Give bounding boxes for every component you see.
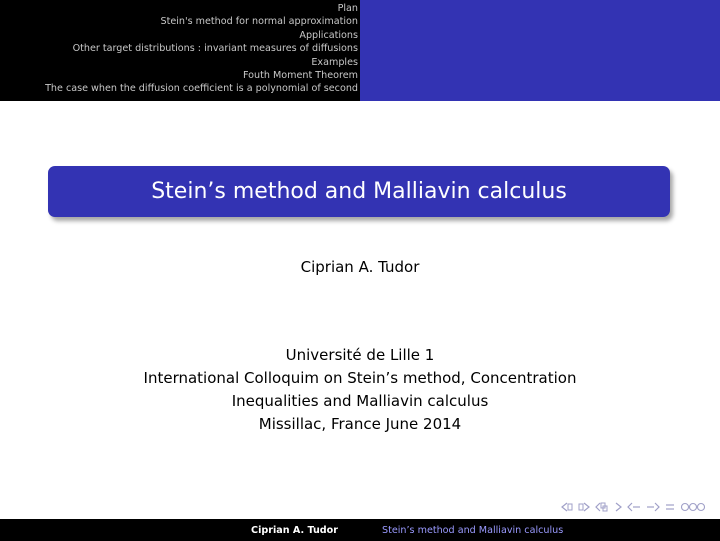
institute-block [0,344,720,436]
nav-section-fourth-moment[interactable]: Fouth Moment Theorem [243,70,358,82]
institute-line: International Colloquim on Stein’s method, Concentration [143,369,577,387]
footer-bar [0,519,720,541]
footer-title-panel [360,519,720,541]
section-navigation [0,0,360,101]
nav-section-examples[interactable]: Examples [311,56,358,68]
footer-title: Stein’s method and Malliavin calculus [382,524,564,536]
section-forward-icon[interactable] [646,502,660,515]
institute-line: Université de Lille 1 [285,346,435,364]
section-back-icon[interactable] [627,502,641,515]
institute-line: Inequalities and Malliavin calculus [231,392,489,410]
nav-section-other-targets[interactable]: Other target distributions : invariant measures of diffusions [72,43,358,55]
beamer-navigation-controls [561,502,706,515]
search-icon[interactable] [665,502,675,515]
footer-author: Ciprian A. Tudor [251,524,338,536]
section-list [2,2,358,96]
subsection-forward-icon[interactable] [614,502,622,515]
frame-forward-icon[interactable] [578,502,590,515]
footer-author-panel [0,519,360,541]
headline-accent-panel [360,0,720,101]
nav-section-plan[interactable]: Plan [337,3,358,14]
undo-redo-icon[interactable] [680,502,706,515]
title-block [48,166,670,217]
subsection-back-icon[interactable] [595,502,609,515]
headline-bar [0,0,720,101]
institute-line: Missillac, France June 2014 [258,415,462,433]
nav-section-polynomial-case[interactable]: The case when the diffusion coefficient is a polynomial of second [45,83,358,95]
nav-section-applications[interactable]: Applications [299,29,358,41]
slide-title: Stein’s method and Malliavin calculus [151,179,567,204]
author-name: Ciprian A. Tudor [300,258,420,276]
frame-back-icon[interactable] [561,502,573,515]
nav-section-steins-method[interactable]: Stein's method for normal approximation [160,16,358,28]
